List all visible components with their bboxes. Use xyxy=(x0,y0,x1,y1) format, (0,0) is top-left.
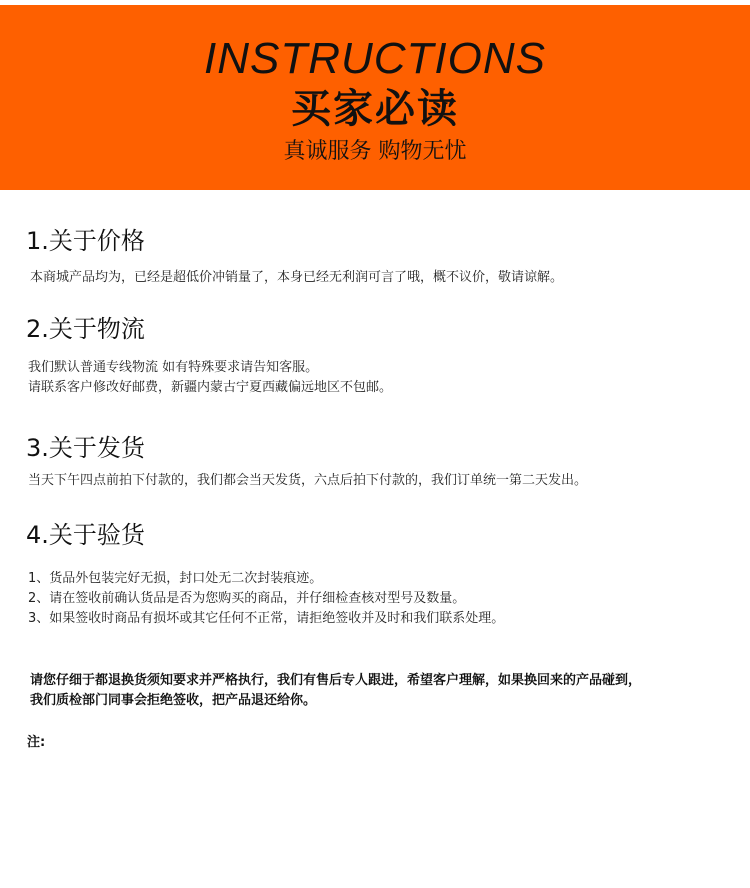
section-text-logistics-2: 请联系客户修改好邮费，新疆内蒙古宁夏西藏偏远地区不包邮。 xyxy=(28,380,393,395)
section-text-logistics-1: 我们默认普通专线物流 如有特殊要求请告知客服。 xyxy=(28,360,319,375)
header-banner xyxy=(0,5,750,190)
section-heading-price: 1.关于价格 xyxy=(26,227,145,255)
notice-text-2: 我们质检部门同事会拒绝签收，把产品退还给你。 xyxy=(30,693,317,708)
note-label: 注: xyxy=(27,735,46,750)
section-text-price: 本商城产品均为，已经是超低价冲销量了，本身已经无利润可言了哦，概不议价，敬请谅解。 xyxy=(30,270,564,285)
section-text-inspection-3: 3、如果签收时商品有损坏或其它任何不正常，请拒绝签收并及时和我们联系处理。 xyxy=(28,611,505,626)
banner-subtitle: 真诚服务 购物无忧 xyxy=(283,139,467,164)
banner-title-en: INSTRUCTIONS xyxy=(204,34,546,83)
banner-title-cn: 买家必读 xyxy=(291,86,459,132)
section-text-shipping: 当天下午四点前拍下付款的，我们都会当天发货，六点后拍下付款的，我们订单统一第二天发出。 xyxy=(28,473,588,488)
section-heading-logistics: 2.关于物流 xyxy=(26,315,145,343)
section-heading-shipping: 3.关于发货 xyxy=(26,434,145,462)
section-heading-inspection: 4.关于验货 xyxy=(26,521,145,549)
notice-text-1: 请您仔细于都退换货须知要求并严格执行，我们有售后专人跟进，希望客户理解，如果换回来的产品碰到， xyxy=(30,673,642,688)
section-text-inspection-2: 2、请在签收前确认货品是否为您购买的商品，并仔细检查核对型号及数量。 xyxy=(28,591,466,606)
section-text-inspection-1: 1、货品外包装完好无损，封口处无二次封装痕迹。 xyxy=(28,571,323,586)
